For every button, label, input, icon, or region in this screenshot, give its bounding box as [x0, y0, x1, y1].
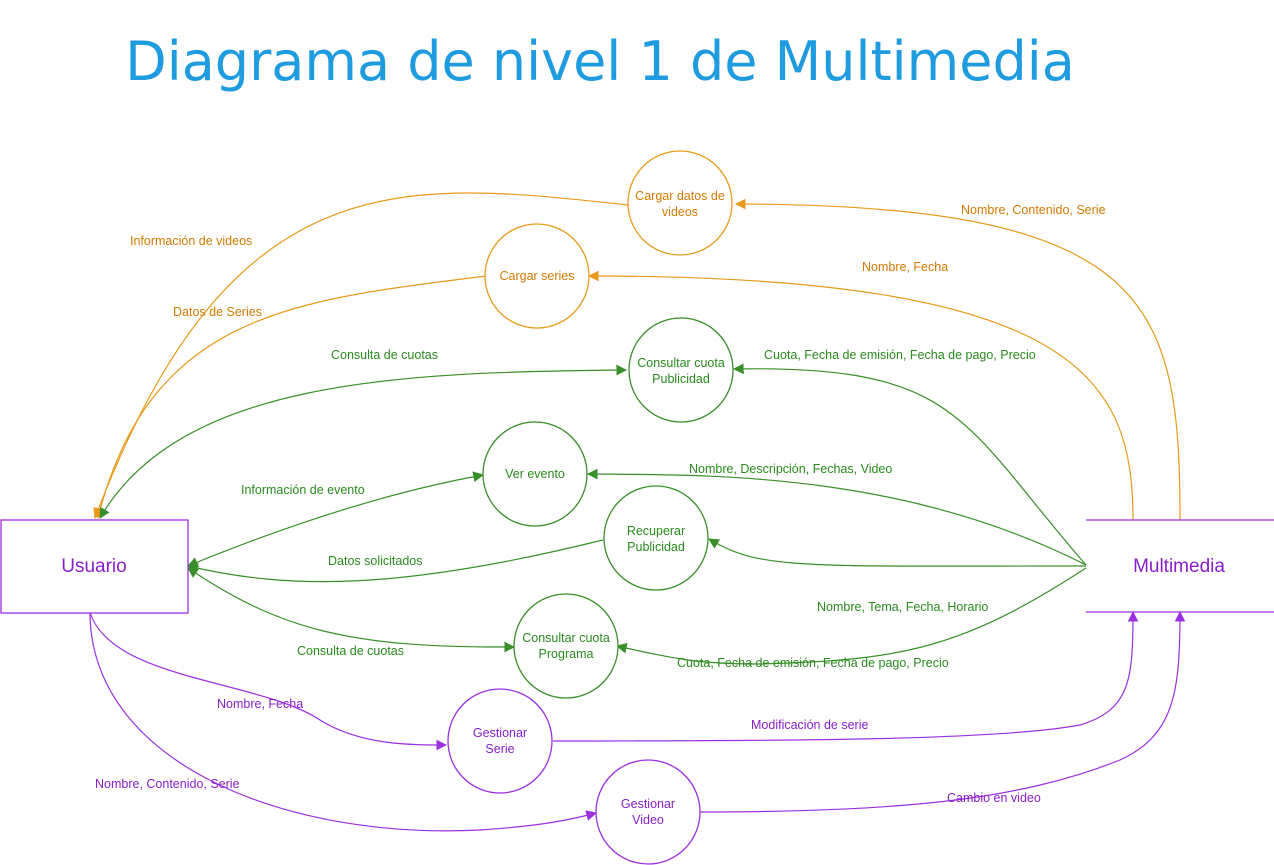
flow-label-nombre-descripcion: Nombre, Descripción, Fechas, Video: [689, 462, 893, 476]
process-gestionar-serie-line2: Serie: [485, 742, 515, 756]
process-cargar-videos-line1: Cargar datos de: [635, 189, 725, 203]
flow-label-nombre-fecha-in: Nombre, Fecha: [862, 260, 949, 274]
datastore-multimedia[interactable]: [1086, 520, 1274, 612]
entity-usuario-label: Usuario: [61, 556, 127, 577]
process-consultar-publicidad[interactable]: [629, 318, 733, 422]
flow-label-datos-solicitados: Datos solicitados: [328, 554, 423, 568]
flow-edge-consulta-cuotas-prog: [188, 568, 514, 647]
process-gestionar-video-line1: Gestionar: [620, 797, 676, 811]
flow-label-consulta-cuotas-prog: Consulta de cuotas: [297, 644, 405, 658]
process-cargar-series[interactable]: [485, 224, 589, 328]
process-consultar-programa[interactable]: [514, 594, 618, 698]
flow-label-cuota-pub: Cuota, Fecha de emisión, Fecha de pago, Precio: [764, 348, 1036, 362]
flow-label-modificacion-serie: Modificación de serie: [751, 718, 869, 732]
flow-label-cuota-prog: Cuota, Fecha de emisión, Fecha de pago, Precio: [677, 656, 949, 670]
flow-edge-nombre-fecha-out: [90, 612, 446, 745]
process-cargar-series-label: Cargar series: [499, 269, 575, 283]
flow-label-consulta-cuotas-pub: Consulta de cuotas: [331, 348, 439, 362]
process-ver-evento-label: Ver evento: [505, 467, 565, 481]
process-consultar-programa-line1: Consultar cuota: [522, 631, 610, 645]
process-recuperar-publicidad-line1: Recuperar: [626, 524, 686, 538]
flow-label-informacion-evento: Información de evento: [241, 483, 365, 497]
process-consultar-publicidad-line2: Publicidad: [652, 372, 710, 386]
flow-edge-cuota-prog: [617, 568, 1086, 664]
process-consultar-programa-line2: Programa: [538, 647, 594, 661]
process-cargar-videos[interactable]: [628, 151, 732, 255]
flow-label-cambio-video: Cambio en video: [947, 791, 1041, 805]
flow-label-informacion-videos: Información de videos: [130, 234, 253, 248]
flow-label-datos-series: Datos de Series: [173, 305, 262, 319]
process-recuperar-publicidad[interactable]: [604, 486, 708, 590]
flow-edge-multimedia-recuperar: [709, 539, 1086, 566]
process-gestionar-serie-line1: Gestionar: [472, 726, 528, 740]
process-cargar-videos-line2: videos: [661, 205, 699, 219]
flow-label-nombre-contenido-serie-in: Nombre, Contenido, Serie: [961, 203, 1106, 217]
process-gestionar-video-line2: Video: [632, 813, 664, 827]
flow-label-nombre-tema: Nombre, Tema, Fecha, Horario: [817, 600, 989, 614]
process-consultar-publicidad-line1: Consultar cuota: [637, 356, 725, 370]
process-ver-evento[interactable]: [483, 422, 587, 526]
flow-label-nombre-contenido-serie-out: Nombre, Contenido, Serie: [95, 777, 240, 791]
flow-label-nombre-fecha-out: Nombre, Fecha: [217, 697, 304, 711]
process-gestionar-serie[interactable]: [448, 689, 552, 793]
page-title: Diagrama de nivel 1 de Multimedia: [125, 30, 1075, 93]
entity-usuario[interactable]: [1, 520, 188, 613]
datastore-multimedia-label: Multimedia: [1133, 556, 1225, 577]
process-recuperar-publicidad-line2: Publicidad: [627, 540, 685, 554]
process-gestionar-video[interactable]: [596, 760, 700, 864]
